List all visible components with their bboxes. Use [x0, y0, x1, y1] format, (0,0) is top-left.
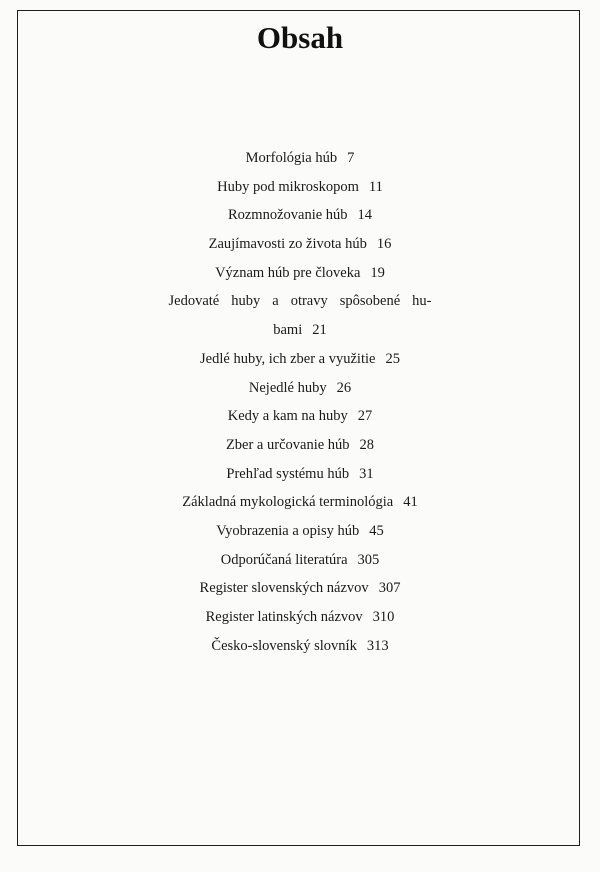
toc-entry-title: Register slovenských názvov — [199, 580, 369, 597]
toc-entry-page: 25 — [385, 350, 400, 367]
toc-entry — [0, 230, 600, 259]
toc-entry-page: 27 — [357, 408, 373, 425]
toc-entry — [0, 144, 600, 173]
toc-entry-title: Huby pod mikroskopom — [217, 178, 359, 195]
toc-entry — [0, 603, 600, 632]
table-of-contents — [0, 144, 600, 660]
toc-entry-page: 14 — [357, 207, 373, 224]
toc-entry-title: Register latinských názvov — [205, 609, 363, 625]
toc-entry-title: Zber a určovanie húb — [225, 436, 350, 453]
toc-entry-title: Morfológia húb — [245, 150, 338, 166]
toc-entry-page: 19 — [370, 264, 385, 281]
toc-entry-title: Kedy a kam na huby — [227, 408, 348, 425]
toc-entry — [0, 632, 600, 661]
toc-entry-page: 305 — [357, 551, 380, 568]
toc-entry — [0, 431, 600, 460]
toc-entry — [0, 345, 600, 374]
toc-entry-title: Základná mykologická terminológia — [182, 494, 394, 511]
toc-entry-page: 11 — [368, 178, 383, 195]
toc-entry-page: 307 — [378, 580, 401, 597]
toc-entry-title: Prehľad systému húb — [226, 465, 350, 482]
toc-entry — [0, 402, 600, 431]
toc-entry-title: Nejedlé huby — [248, 379, 327, 396]
toc-entry-line-2 — [0, 316, 600, 345]
toc-entry — [0, 201, 600, 230]
toc-entry — [0, 374, 600, 403]
toc-entry-title: Jedlé huby, ich zber a využitie — [200, 350, 376, 367]
toc-entry — [0, 488, 600, 517]
toc-entry-title: Jedovaté huby a otravy spôsobené hu- — [168, 293, 432, 310]
toc-entry-line-1 — [0, 287, 600, 316]
toc-entry-title: Význam húb pre človeka — [215, 264, 361, 281]
toc-entry — [0, 517, 600, 546]
toc-entry-page: 16 — [376, 236, 392, 253]
toc-entry-page: 28 — [359, 436, 375, 453]
toc-entry-title: Vyobrazenia a opisy húb — [216, 522, 360, 539]
toc-entry — [0, 546, 600, 575]
toc-entry-page: 41 — [403, 494, 418, 511]
toc-entry-title-continued: bami — [273, 322, 303, 339]
toc-entry-page: 21 — [312, 322, 327, 339]
toc-entry-page: 45 — [369, 522, 384, 539]
toc-entry-title: Česko-slovenský slovník — [211, 637, 357, 654]
toc-entry-page: 31 — [359, 465, 374, 482]
toc-entry-page: 310 — [372, 609, 395, 625]
toc-entry — [0, 460, 600, 489]
toc-entry — [0, 173, 600, 202]
toc-entry-page: 26 — [336, 379, 352, 396]
toc-entry-page: 7 — [347, 150, 355, 166]
toc-entry — [0, 259, 600, 288]
toc-entry — [0, 574, 600, 603]
toc-entry-title: Zaujímavosti zo života húb — [208, 236, 367, 253]
toc-entry-title: Rozmnožovanie húb — [227, 207, 348, 224]
toc-entry-page: 313 — [366, 637, 389, 654]
page-title: Obsah — [256, 20, 344, 55]
toc-entry-title: Odporúčaná literatúra — [220, 551, 348, 568]
